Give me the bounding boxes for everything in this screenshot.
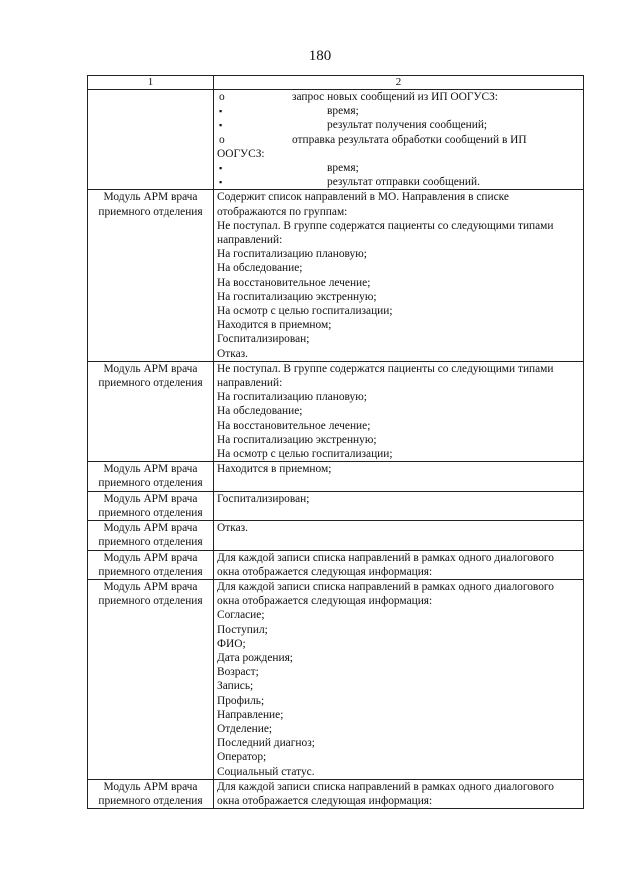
text-line	[217, 404, 580, 418]
circle-bullet-icon: o	[219, 133, 225, 146]
line-text: Для каждой записи списка направлений в рамках одного диалогового	[217, 580, 554, 593]
line-text: Госпитализирован;	[217, 333, 310, 346]
description-cell	[214, 361, 584, 461]
line-text: Поступил;	[217, 623, 268, 636]
text-line	[217, 205, 580, 219]
line-text: окна отображается следующая информация:	[217, 595, 433, 608]
module-cell	[88, 90, 214, 190]
line-text: На госпитализацию плановую;	[217, 248, 367, 261]
line-text: Согласие;	[217, 609, 265, 622]
text-line	[217, 651, 580, 665]
list-item	[217, 118, 580, 132]
list-item	[217, 104, 580, 118]
circle-bullet-icon: o	[219, 91, 225, 103]
line-text: результат получения сообщений;	[327, 119, 488, 132]
square-bullet-icon: ▪	[219, 120, 223, 131]
text-line	[217, 521, 580, 535]
line-text: направлений:	[217, 234, 283, 247]
text-line	[217, 147, 580, 161]
text-line	[217, 304, 580, 318]
table-row	[88, 779, 584, 808]
module-cell: Модуль АРМ врача приемного отделения	[88, 550, 214, 579]
line-text: отображаются по группам:	[217, 205, 348, 218]
line-text: время;	[327, 105, 359, 118]
line-text: результат отправки сообщений.	[327, 176, 480, 189]
text-line	[217, 261, 580, 275]
line-text: На осмотр с целью госпитализации;	[217, 305, 393, 318]
description-cell	[214, 90, 584, 190]
line-text: ООГУСЗ:	[217, 147, 265, 160]
square-bullet-icon: ▪	[219, 106, 223, 117]
line-text: Дата рождения;	[217, 651, 293, 664]
table-row	[88, 579, 584, 779]
column-header-1: 1	[88, 76, 214, 90]
line-text: Госпитализирован;	[217, 492, 310, 505]
list-item	[217, 161, 580, 175]
text-line	[217, 565, 580, 579]
line-text: Оператор;	[217, 751, 267, 764]
module-cell: Модуль АРМ врача приемного отделения	[88, 491, 214, 520]
line-text: Отказ.	[217, 347, 248, 360]
line-text: Находится в приемном;	[217, 463, 332, 476]
text-line	[217, 462, 580, 476]
table-row	[88, 550, 584, 579]
text-line	[217, 219, 580, 233]
text-line	[217, 594, 580, 608]
line-text: На госпитализацию экстренную;	[217, 290, 377, 303]
description-cell	[214, 779, 584, 808]
line-text: Находится в приемном;	[217, 319, 332, 332]
table-row	[88, 361, 584, 461]
line-text: Не поступал. В группе содержатся пациенты со следующими типами	[217, 362, 554, 375]
text-line	[217, 780, 580, 794]
text-line	[217, 332, 580, 346]
line-text: На госпитализацию экстренную;	[217, 433, 377, 446]
text-line	[217, 608, 580, 622]
line-text: Социальный статус.	[217, 765, 315, 778]
text-line	[217, 433, 580, 447]
text-line	[217, 390, 580, 404]
text-line	[217, 637, 580, 651]
text-line	[217, 290, 580, 304]
table-row	[88, 190, 584, 361]
line-text: Не поступал. В группе содержатся пациенты со следующими типами	[217, 219, 554, 232]
line-text: окна отображается следующая информация:	[217, 794, 433, 807]
text-line	[217, 362, 580, 376]
line-text: На обследование;	[217, 262, 303, 275]
description-cell	[214, 491, 584, 520]
column-header-2: 2	[214, 76, 584, 90]
text-line	[217, 233, 580, 247]
text-line	[217, 736, 580, 750]
text-line	[217, 708, 580, 722]
text-line	[217, 551, 580, 565]
description-cell	[214, 579, 584, 779]
description-cell	[214, 521, 584, 550]
text-line	[217, 276, 580, 290]
description-cell	[214, 190, 584, 361]
line-text: время;	[327, 162, 359, 175]
page-number: 180	[308, 48, 332, 64]
requirements-table	[87, 75, 584, 809]
line-text: На госпитализацию плановую;	[217, 391, 367, 404]
line-text: Профиль;	[217, 694, 265, 707]
text-line	[217, 492, 580, 506]
line-text: Запись;	[217, 680, 254, 693]
line-text: запрос новых сообщений из ИП ООГУСЗ:	[292, 91, 498, 103]
square-bullet-icon: ▪	[219, 163, 223, 174]
line-text: На обследование;	[217, 405, 303, 418]
text-line	[217, 623, 580, 637]
text-line	[217, 665, 580, 679]
description-cell	[214, 462, 584, 491]
line-text: На восстановительное лечение;	[217, 276, 371, 289]
module-cell: Модуль АРМ врача приемного отделения	[88, 579, 214, 779]
list-item	[217, 133, 580, 147]
table-row	[88, 90, 584, 190]
text-line	[217, 750, 580, 764]
text-line	[217, 347, 580, 361]
text-line	[217, 765, 580, 779]
table-header-row	[88, 76, 584, 90]
description-cell	[214, 550, 584, 579]
line-text: ФИО;	[217, 637, 246, 650]
table-body	[88, 90, 584, 809]
module-cell: Модуль АРМ врача приемного отделения	[88, 462, 214, 491]
line-text: окна отображается следующая информация:	[217, 565, 433, 578]
line-text: Отказ.	[217, 522, 248, 535]
module-cell: Модуль АРМ врача приемного отделения	[88, 521, 214, 550]
table-row	[88, 521, 584, 550]
line-text: Отделение;	[217, 722, 273, 735]
table-row	[88, 462, 584, 491]
text-line	[217, 679, 580, 693]
module-cell: Модуль АРМ врача приемного отделения	[88, 361, 214, 461]
text-line	[217, 580, 580, 594]
line-text: Содержит список направлений в МО. Направления в списке	[217, 191, 509, 204]
line-text: Для каждой записи списка направлений в рамках одного диалогового	[217, 551, 554, 564]
line-text: направлений:	[217, 377, 283, 390]
table-row	[88, 491, 584, 520]
list-item	[217, 175, 580, 189]
line-text: Для каждой записи списка направлений в рамках одного диалогового	[217, 780, 554, 793]
line-text: Возраст;	[217, 666, 259, 679]
text-line	[217, 419, 580, 433]
text-line	[217, 376, 580, 390]
text-line	[217, 247, 580, 261]
text-line	[217, 694, 580, 708]
square-bullet-icon: ▪	[219, 177, 223, 188]
module-cell: Модуль АРМ врача приемного отделения	[88, 779, 214, 808]
line-text: На осмотр с целью госпитализации;	[217, 448, 393, 461]
text-line	[217, 794, 580, 808]
text-line	[217, 447, 580, 461]
text-line	[217, 722, 580, 736]
list-item	[217, 90, 580, 104]
line-text: Направление;	[217, 708, 284, 721]
line-text: отправка результата обработки сообщений в ИП	[292, 133, 527, 146]
line-text: Последний диагноз;	[217, 737, 315, 750]
text-line	[217, 318, 580, 332]
module-cell: Модуль АРМ врача приемного отделения	[88, 190, 214, 361]
line-text: На восстановительное лечение;	[217, 419, 371, 432]
text-line	[217, 190, 580, 204]
